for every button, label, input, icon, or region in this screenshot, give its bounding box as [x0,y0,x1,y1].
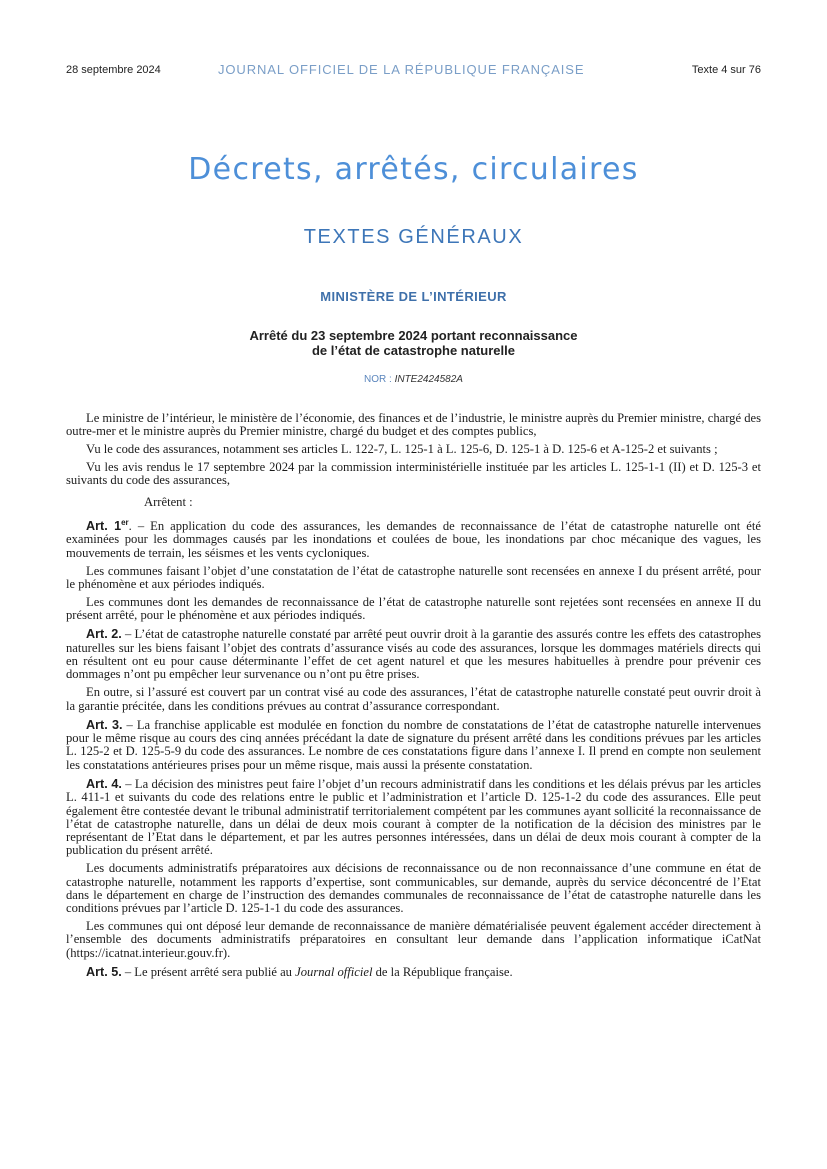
act-title-line-1: Arrêté du 23 septembre 2024 portant reconnaissance [249,328,578,343]
arretent-heading: Arrêtent : [144,494,193,509]
article-1-text: . – En application du code des assurances, les demandes de reconnaissance de l’état de catastrophe naturelle ont été examinées pour les dommages causés par les inondations et coulées de boue, les inondations par choc mécanique des vagues, les mouvements de terrain, les séismes et les vents cycloniques. [66,519,761,560]
preamble-visa-code: Vu le code des assurances, notamment ses articles L. 122-7, L. 125-1 à L. 125-6, D. 125-1 à D. 125-6 et A-125-2 et suivants ; [86,442,718,457]
nor-reference [0,374,827,385]
article-4-label: Art. 4. [86,776,122,791]
article-3-text: – La franchise applicable est modulée en fonction du nombre de constatations de l’état de catastrophe naturelle intervenues pour le même risque au cours des cinq années précédant la date de signature du présent arrêté dans les conditions prévues par les articles L. 125-2 et D. 125-5-9 du code des assurances. Le nombre de ces constatations figure dans l’annexe I. Il prend en compte non seulement les constatations antérieures prises pour un même risque, mais aussi la présente constatation. [66,717,761,772]
preamble-ministers: Le ministre de l’intérieur, le ministère de l’économie, des finances et de l’industrie, le ministre auprès du Premier ministre, chargé des outre-mer et le ministre auprès du Premier ministre, chargé du budget et des comptes publics, [66,411,761,439]
act-title-line-2: de l’état de catastrophe naturelle [311,343,515,358]
section-title: Décrets, arrêtés, circulaires [188,152,639,187]
article-2-label: Art. 2. [86,627,122,642]
article-1-label: Art. 1er [86,517,129,534]
document-body [66,412,761,984]
header-journal-title: JOURNAL OFFICIEL DE LA RÉPUBLIQUE FRANÇAISE [218,62,585,77]
preamble-visa-avis: Vu les avis rendus le 17 septembre 2024 par la commission interministérielle instituée par les articles L. 125-1-1 (II) et D. 125-3 et suivants du code des assurances, [66,460,761,488]
nor-value: INTE2424582A [394,374,463,385]
article-3 [66,719,761,772]
ministry-name: MINISTÈRE DE L’INTÉRIEUR [320,289,507,304]
article-4-paragraph-3: Les communes qui ont déposé leur demande de reconnaissance de manière dématérialisée peuvent également accéder directement à l’ensemble des documents administratifs préparatoires en consultant leur demande dans l’application informatique iCatNat (https://icatnat.interieur.gouv.fr). [66,919,761,960]
article-4-text: – La décision des ministres peut faire l’objet d’un recours administratif dans les conditions et les délais prévus par les articles L. 411-1 et suivants du code des relations entre le public et l’administration et l’article D. 125-1-2 du code des assurances. Elle peut également être contestée devant le tribunal administratif territorialement compétent par les communes ayant sollicité la reconnaissance de l’état de catastrophe naturelle, dans un délai de deux mois courant à compter de la notification de la décision des ministres par le représentant de l’Etat dans le département, et par les autres personnes intéressées, dans un délai de deux mois courant à compter de la publication du présent arrêté. [66,776,761,858]
article-3-label: Art. 3. [86,717,123,732]
article-5-text-pre: – Le présent arrêté sera publié au [121,965,296,980]
running-header [66,62,761,80]
nor-label: NOR : [364,374,395,385]
article-2 [66,628,761,681]
header-page-number: Texte 4 sur 76 [691,64,761,76]
article-2-text: – L’état de catastrophe naturelle constaté par arrêté peut ouvrir droit à la garantie des assurés contre les effets des catastrophes naturelles sur les biens faisant l’objet des contrats d’assurance visés au code des assurances, lorsque les dommages matériels directs qui en résultent ont eu pour cause déterminante l’effet de cet agent naturel et que les mesures habituelles à prendre pour prévenir ces dommages n’ont pu empêcher leur survenance ou n’ont pu être prises. [66,627,761,682]
article-5 [66,966,761,979]
article-4-paragraph-2: Les documents administratifs préparatoires aux décisions de reconnaissance ou de non reconnaissance d’une commune en état de catastrophe naturelle, notamment les rapports d’expertise, sont communicables, sur demande, auprès du service déconcentré de l’Etat dans le département en charge de l’instruction des demandes communales de reconnaissance de l’état de catastrophe naturelle dans les conditions prévues par l’article D. 125-1-1 du code des assurances. [66,861,761,916]
subsection-title: TEXTES GÉNÉRAUX [303,226,524,248]
article-1-paragraph-2: Les communes faisant l’objet d’une constatation de l’état de catastrophe naturelle sont recensées en annexe I du présent arrêté, pour le phénomène et aux périodes indiqués. [66,563,761,591]
act-title [0,328,827,358]
article-1-paragraph-3: Les communes dont les demandes de reconnaissance de l’état de catastrophe naturelle sont rejetées sont recensées en annexe II du présent arrêté, pour le phénomène et aux périodes indiqués. [66,594,761,623]
header-date: 28 septembre 2024 [66,64,161,76]
article-5-label: Art. 5. [86,965,122,980]
article-5-text-post: de la République française. [372,965,513,980]
article-1 [66,516,761,560]
journal-officiel-italic: Journal officiel [295,965,373,980]
article-4 [66,778,761,858]
article-2-paragraph-2: En outre, si l’assuré est couvert par un contrat visé au code des assurances, l’état de catastrophe naturelle constaté peut ouvrir droit à la garantie précitée, dans les conditions prévues au contrat d’assurance correspondant. [66,685,761,713]
